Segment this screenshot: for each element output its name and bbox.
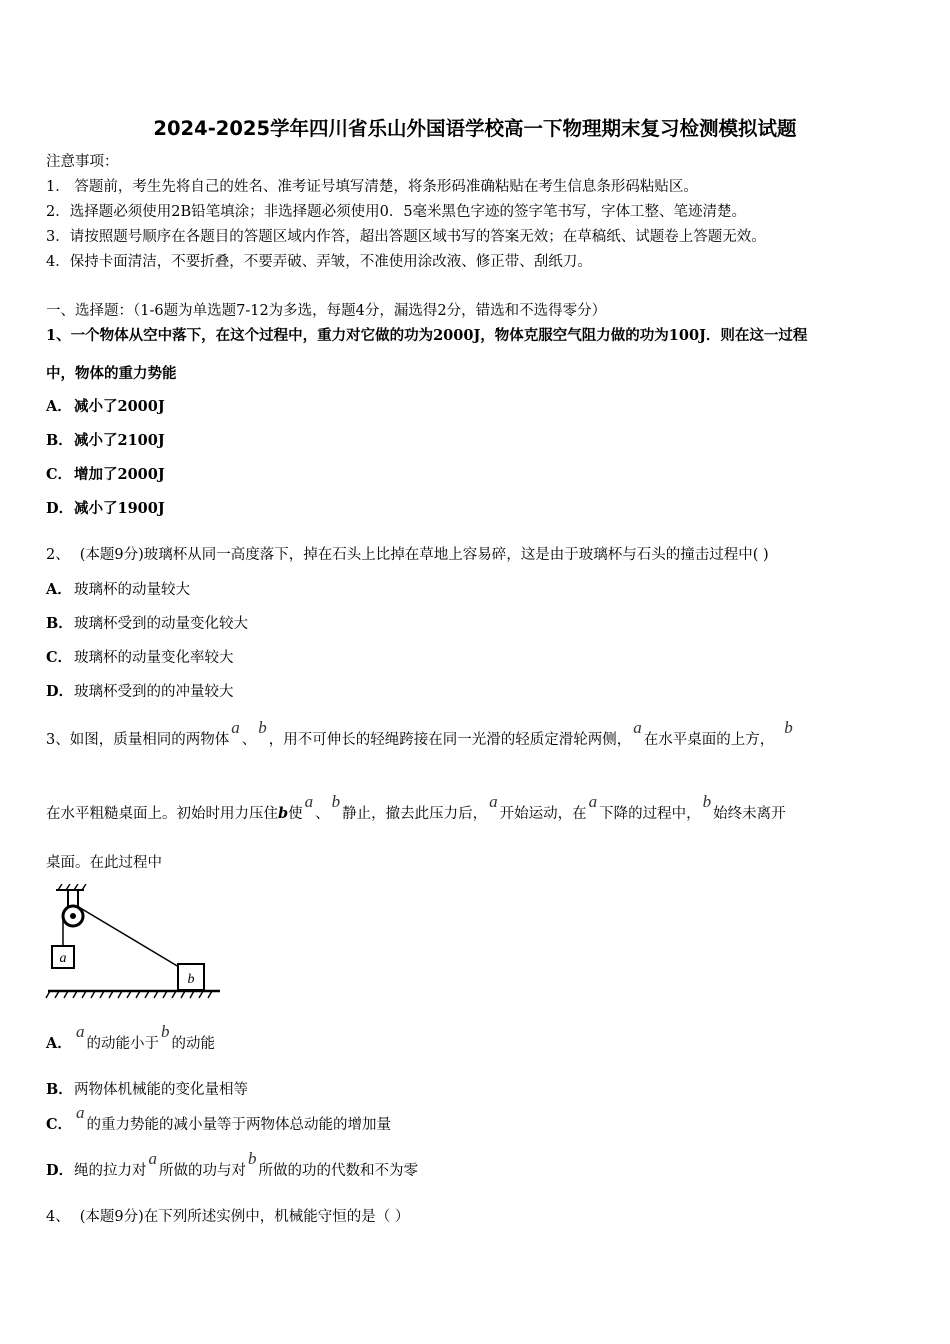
q3-stem-line3: 桌面。在此过程中 (46, 855, 162, 871)
q1-stem-line1: 1、一个物体从空中落下，在这个过程中，重力对它做的功为2000J，物体克服空气阻力做的功为100J．则在这一过程 (46, 327, 808, 344)
svg-text:b: b (187, 972, 195, 987)
section-heading: 一、选择题：（1-6题为单选题7-12为多选，每题4分，漏选得2分，错选和不选得零分） (46, 303, 607, 319)
notice-item-1: 1． 答题前，考生先将自己的姓名、准考证号填写清楚，将条形码准确粘贴在考生信息条形码粘贴区。 (46, 179, 698, 195)
q1-option-d: D．减小了1900J (46, 500, 165, 517)
q2-option-b: B．玻璃杯受到的动量变化较大 (46, 615, 248, 632)
notice-item-4: 4．保持卡面清洁，不要折叠，不要弄破、弄皱，不准使用涂改液、修正带、刮纸刀。 (46, 254, 592, 270)
q3-option-d: D．绳的拉力对a所做的功与对b所做的功的代数和不为零 (46, 1149, 418, 1179)
q3-stem-line1: 3、如图，质量相同的两物体a、b，用不可伸长的轻绳跨接在同一光滑的轻质定滑轮两侧，a在水平桌面的上方，b (46, 718, 793, 748)
q2-option-d: D．玻璃杯受到的的冲量较大 (46, 683, 234, 700)
q1-stem-line2: 中，物体的重力势能 (46, 365, 177, 382)
q3-stem-line2: 在水平粗糙桌面上。初始时用力压住b使a、b静止，撤去此压力后，a开始运动，在a下降的过程中，b始终未离开 (46, 792, 786, 822)
q3-option-b: B．两物体机械能的变化量相等 (46, 1081, 248, 1098)
svg-text:a: a (59, 951, 67, 966)
q1-option-c: C． 增加了2000J (46, 466, 165, 483)
notice-item-3: 3．请按照题号顺序在各题目的答题区域内作答，超出答题区域书写的答案无效；在草稿纸、试题卷上答题无效。 (46, 229, 766, 245)
q3-option-c: C．a的重力势能的减小量等于两物体总动能的增加量 (46, 1103, 391, 1133)
notice-heading: 注意事项： (46, 154, 119, 170)
page-title: 2024-2025学年四川省乐山外国语学校高一下物理期末复习检测模拟试题 (153, 117, 797, 140)
q3-option-a: A．a的动能小于b的动能 (46, 1022, 215, 1052)
pulley-diagram (44, 884, 224, 1004)
q2-option-a: A． 玻璃杯的动量较大 (46, 581, 190, 598)
q1-option-a: A． 减小了2000J (46, 398, 165, 415)
q2-stem: 2、 (本题9分)玻璃杯从同一高度落下，掉在石头上比掉在草地上容易碎，这是由于玻璃杯与石头的撞击过程中( ) (46, 547, 769, 563)
notice-item-2: 2．选择题必须使用2B铅笔填涂；非选择题必须使用0．5毫米黑色字迹的签字笔书写，字体工整、笔迹清楚。 (46, 204, 747, 220)
q4-stem: 4、 (本题9分)在下列所述实例中，机械能守恒的是（ ） (46, 1209, 410, 1225)
q2-option-c: C． 玻璃杯的动量变化率较大 (46, 649, 234, 666)
q1-option-b: B．减小了2100J (46, 432, 165, 449)
